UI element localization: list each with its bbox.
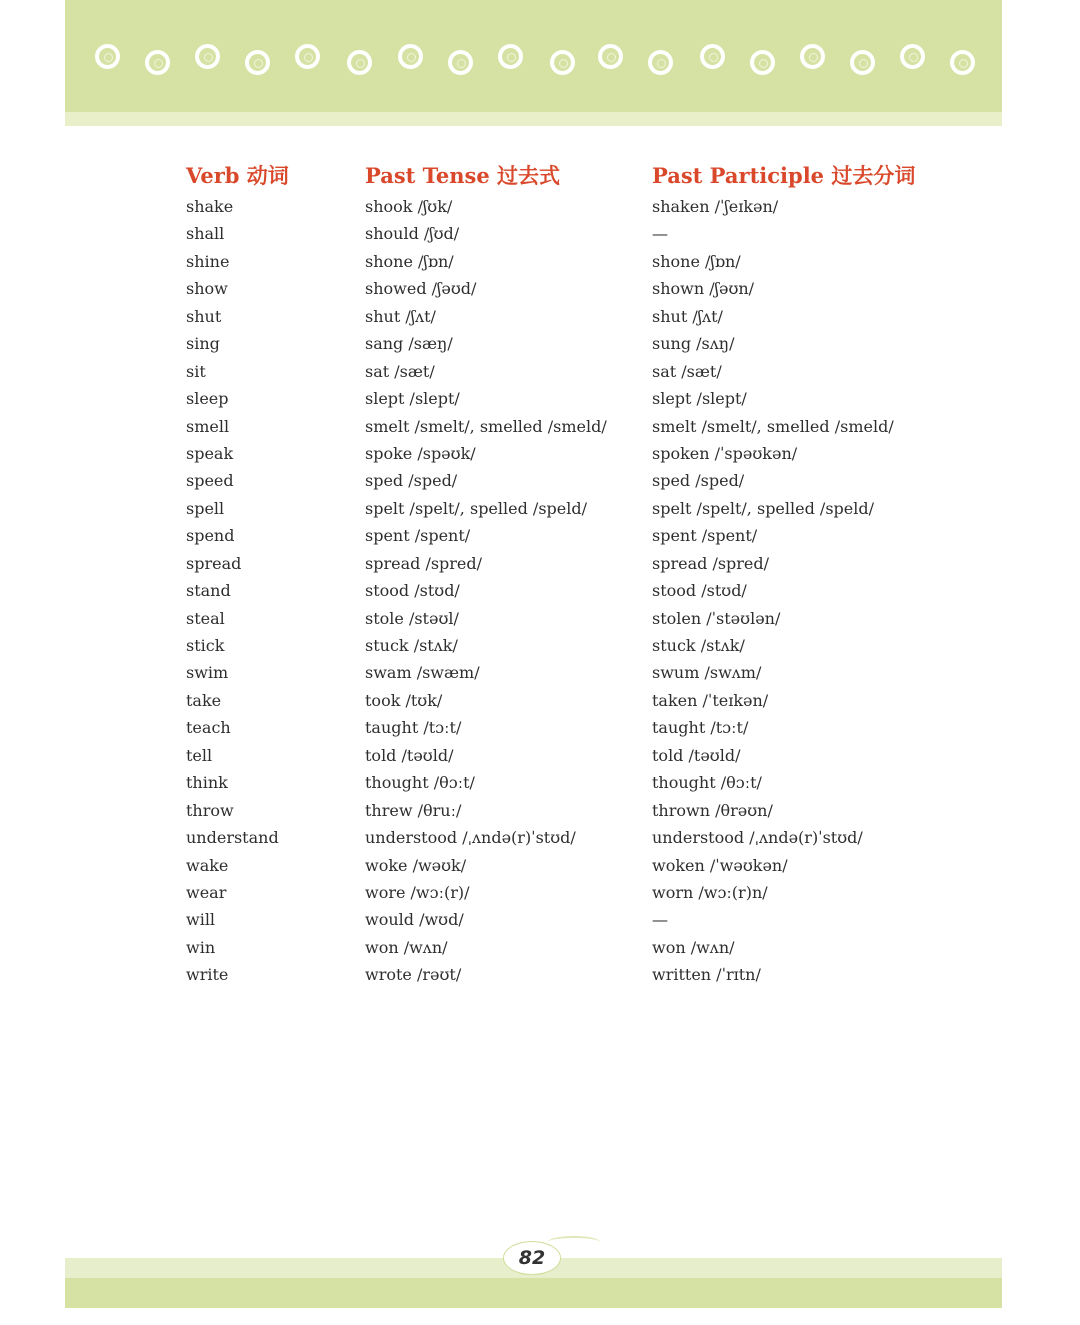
past-participle-cell: stolen /ˈstəʊlən/ bbox=[652, 608, 781, 628]
verb-cell: smell bbox=[186, 416, 230, 436]
past-participle-cell: smelt /smelt/, smelled /smeld/ bbox=[652, 416, 894, 436]
page-number: 82 bbox=[503, 1241, 561, 1275]
table-row bbox=[0, 358, 1080, 385]
table-row bbox=[0, 550, 1080, 577]
past-tense-cell: sat /sæt/ bbox=[365, 361, 435, 381]
ring-icon bbox=[700, 44, 725, 69]
header-past-participle: Past Participle 过去分词 bbox=[652, 163, 916, 188]
past-tense-cell: spoke /spəʊk/ bbox=[365, 443, 476, 463]
table-row bbox=[0, 687, 1080, 714]
ring-icon bbox=[950, 50, 975, 75]
table-row bbox=[0, 824, 1080, 851]
table-row bbox=[0, 577, 1080, 604]
verb-cell: write bbox=[186, 965, 229, 985]
past-tense-cell: understood /ˌʌndə(r)ˈstʊd/ bbox=[365, 828, 576, 848]
verb-cell: stick bbox=[186, 636, 225, 655]
past-participle-cell: swum /swʌm/ bbox=[652, 663, 762, 683]
ring-icon bbox=[850, 50, 875, 75]
past-participle-cell: taken /ˈteɪkən/ bbox=[652, 690, 769, 710]
ring-icon bbox=[900, 44, 925, 69]
verb-cell: tell bbox=[186, 745, 213, 765]
past-tense-cell: took /tʊk/ bbox=[365, 690, 443, 710]
past-participle-cell: shown /ʃəʊn/ bbox=[652, 279, 755, 299]
ring-icon bbox=[750, 50, 775, 75]
verb-cell: throw bbox=[186, 800, 234, 820]
verb-cell: understand bbox=[186, 828, 279, 848]
verb-cell: sit bbox=[186, 361, 206, 381]
table-row bbox=[0, 385, 1080, 412]
verb-cell: will bbox=[186, 910, 216, 930]
past-tense-cell: spread /spred/ bbox=[365, 553, 483, 573]
verb-cell: speed bbox=[186, 471, 234, 491]
past-tense-cell: taught /tɔːt/ bbox=[365, 718, 462, 738]
past-tense-cell: wrote /rəʊt/ bbox=[365, 965, 462, 985]
past-participle-cell: thought /θɔːt/ bbox=[652, 773, 762, 793]
past-participle-cell: told /təʊld/ bbox=[652, 745, 741, 765]
past-tense-cell: woke /wəʊk/ bbox=[365, 855, 467, 875]
past-tense-cell: stood /stʊd/ bbox=[365, 581, 460, 601]
past-participle-cell: — bbox=[652, 910, 668, 930]
past-participle-cell: thrown /θrəʊn/ bbox=[652, 800, 773, 820]
past-tense-cell: sang /sæŋ/ bbox=[365, 334, 453, 354]
verb-cell: shake bbox=[186, 197, 234, 216]
table-row bbox=[0, 303, 1080, 330]
table-row bbox=[0, 906, 1080, 933]
past-participle-cell: won /wʌn/ bbox=[652, 937, 735, 957]
ring-icon bbox=[347, 50, 372, 75]
past-participle-cell: shone /ʃɒn/ bbox=[652, 251, 741, 271]
ring-icon bbox=[800, 44, 825, 69]
verb-table bbox=[0, 193, 1080, 989]
past-participle-cell: spelt /spelt/, spelled /speld/ bbox=[652, 498, 874, 518]
verb-cell: shall bbox=[186, 224, 225, 244]
header-verb: Verb 动词 bbox=[186, 163, 289, 188]
past-participle-cell: stood /stʊd/ bbox=[652, 581, 747, 601]
past-tense-cell: shone /ʃɒn/ bbox=[365, 251, 454, 271]
past-tense-cell: wore /wɔː(r)/ bbox=[365, 882, 470, 902]
table-row bbox=[0, 714, 1080, 741]
verb-cell: wear bbox=[186, 882, 227, 902]
past-participle-cell: written /ˈrɪtn/ bbox=[652, 965, 761, 985]
past-participle-cell: spent /spent/ bbox=[652, 526, 758, 546]
past-participle-cell: woken /ˈwəʊkən/ bbox=[652, 855, 788, 875]
past-tense-cell: swam /swæm/ bbox=[365, 663, 480, 683]
past-participle-cell: sat /sæt/ bbox=[652, 361, 722, 381]
verb-cell: spell bbox=[186, 498, 225, 518]
past-participle-cell: shaken /ˈʃeɪkən/ bbox=[652, 197, 779, 216]
verb-cell: speak bbox=[186, 443, 234, 463]
table-row bbox=[0, 522, 1080, 549]
past-participle-cell: sped /sped/ bbox=[652, 471, 745, 491]
verb-cell: sleep bbox=[186, 389, 229, 409]
table-row bbox=[0, 495, 1080, 522]
past-tense-cell: spent /spent/ bbox=[365, 526, 471, 546]
past-tense-cell: stole /stəʊl/ bbox=[365, 608, 459, 628]
verb-cell: wake bbox=[186, 855, 229, 875]
past-tense-cell: shook /ʃʊk/ bbox=[365, 197, 453, 216]
table-row bbox=[0, 879, 1080, 906]
table-row bbox=[0, 797, 1080, 824]
column-headers bbox=[0, 160, 1080, 192]
past-participle-cell: taught /tɔːt/ bbox=[652, 718, 749, 738]
past-tense-cell: sped /sped/ bbox=[365, 471, 458, 491]
table-row bbox=[0, 330, 1080, 357]
past-tense-cell: spelt /spelt/, spelled /speld/ bbox=[365, 498, 587, 518]
leaf-decoration bbox=[548, 1236, 600, 1248]
table-row bbox=[0, 193, 1080, 220]
table-row bbox=[0, 605, 1080, 632]
past-participle-cell: spread /spred/ bbox=[652, 553, 770, 573]
verb-cell: sing bbox=[186, 334, 220, 354]
past-participle-cell: understood /ˌʌndə(r)ˈstʊd/ bbox=[652, 828, 863, 848]
ring-icon bbox=[498, 44, 523, 69]
verb-cell: stand bbox=[186, 581, 231, 601]
past-tense-cell: should /ʃʊd/ bbox=[365, 224, 460, 244]
verb-cell: teach bbox=[186, 718, 231, 738]
table-row bbox=[0, 248, 1080, 275]
past-tense-cell: stuck /stʌk/ bbox=[365, 636, 458, 655]
table-row bbox=[0, 742, 1080, 769]
table-row bbox=[0, 852, 1080, 879]
past-tense-cell: threw /θruː/ bbox=[365, 800, 462, 820]
ring-icon bbox=[195, 44, 220, 69]
past-tense-cell: told /təʊld/ bbox=[365, 745, 454, 765]
verb-cell: shut bbox=[186, 306, 222, 326]
past-tense-cell: showed /ʃəʊd/ bbox=[365, 279, 477, 299]
binder-rings bbox=[65, 0, 1002, 112]
past-tense-cell: shut /ʃʌt/ bbox=[365, 306, 436, 326]
verb-cell: show bbox=[186, 279, 228, 299]
ring-icon bbox=[398, 44, 423, 69]
header-band-edge bbox=[65, 112, 1002, 126]
past-participle-cell: spoken /ˈspəʊkən/ bbox=[652, 443, 798, 463]
ring-icon bbox=[648, 50, 673, 75]
table-row bbox=[0, 440, 1080, 467]
past-tense-cell: won /wʌn/ bbox=[365, 937, 448, 957]
table-row bbox=[0, 632, 1080, 659]
table-row bbox=[0, 934, 1080, 961]
past-participle-cell: — bbox=[652, 224, 668, 244]
ring-icon bbox=[245, 50, 270, 75]
ring-icon bbox=[448, 50, 473, 75]
ring-icon bbox=[598, 44, 623, 69]
table-row bbox=[0, 413, 1080, 440]
table-row bbox=[0, 220, 1080, 247]
verb-cell: think bbox=[186, 773, 228, 793]
past-participle-cell: worn /wɔː(r)n/ bbox=[652, 882, 768, 902]
ring-icon bbox=[295, 44, 320, 69]
table-row bbox=[0, 659, 1080, 686]
ring-icon bbox=[550, 50, 575, 75]
verb-cell: win bbox=[186, 937, 216, 957]
past-participle-cell: slept /slept/ bbox=[652, 389, 747, 409]
table-row bbox=[0, 467, 1080, 494]
verb-cell: spend bbox=[186, 526, 235, 546]
table-row bbox=[0, 961, 1080, 988]
verb-cell: shine bbox=[186, 251, 230, 271]
verb-cell: steal bbox=[186, 608, 225, 628]
past-tense-cell: thought /θɔːt/ bbox=[365, 773, 475, 793]
ring-icon bbox=[145, 50, 170, 75]
past-tense-cell: slept /slept/ bbox=[365, 389, 460, 409]
verb-cell: swim bbox=[186, 663, 229, 683]
header-past-tense: Past Tense 过去式 bbox=[365, 163, 561, 188]
past-participle-cell: shut /ʃʌt/ bbox=[652, 306, 723, 326]
table-row bbox=[0, 275, 1080, 302]
past-participle-cell: stuck /stʌk/ bbox=[652, 636, 745, 655]
table-row bbox=[0, 769, 1080, 796]
verb-cell: take bbox=[186, 690, 222, 710]
past-tense-cell: would /wʊd/ bbox=[365, 910, 464, 930]
past-participle-cell: sung /sʌŋ/ bbox=[652, 334, 735, 354]
verb-cell: spread bbox=[186, 553, 242, 573]
past-tense-cell: smelt /smelt/, smelled /smeld/ bbox=[365, 416, 607, 436]
ring-icon bbox=[95, 44, 120, 69]
